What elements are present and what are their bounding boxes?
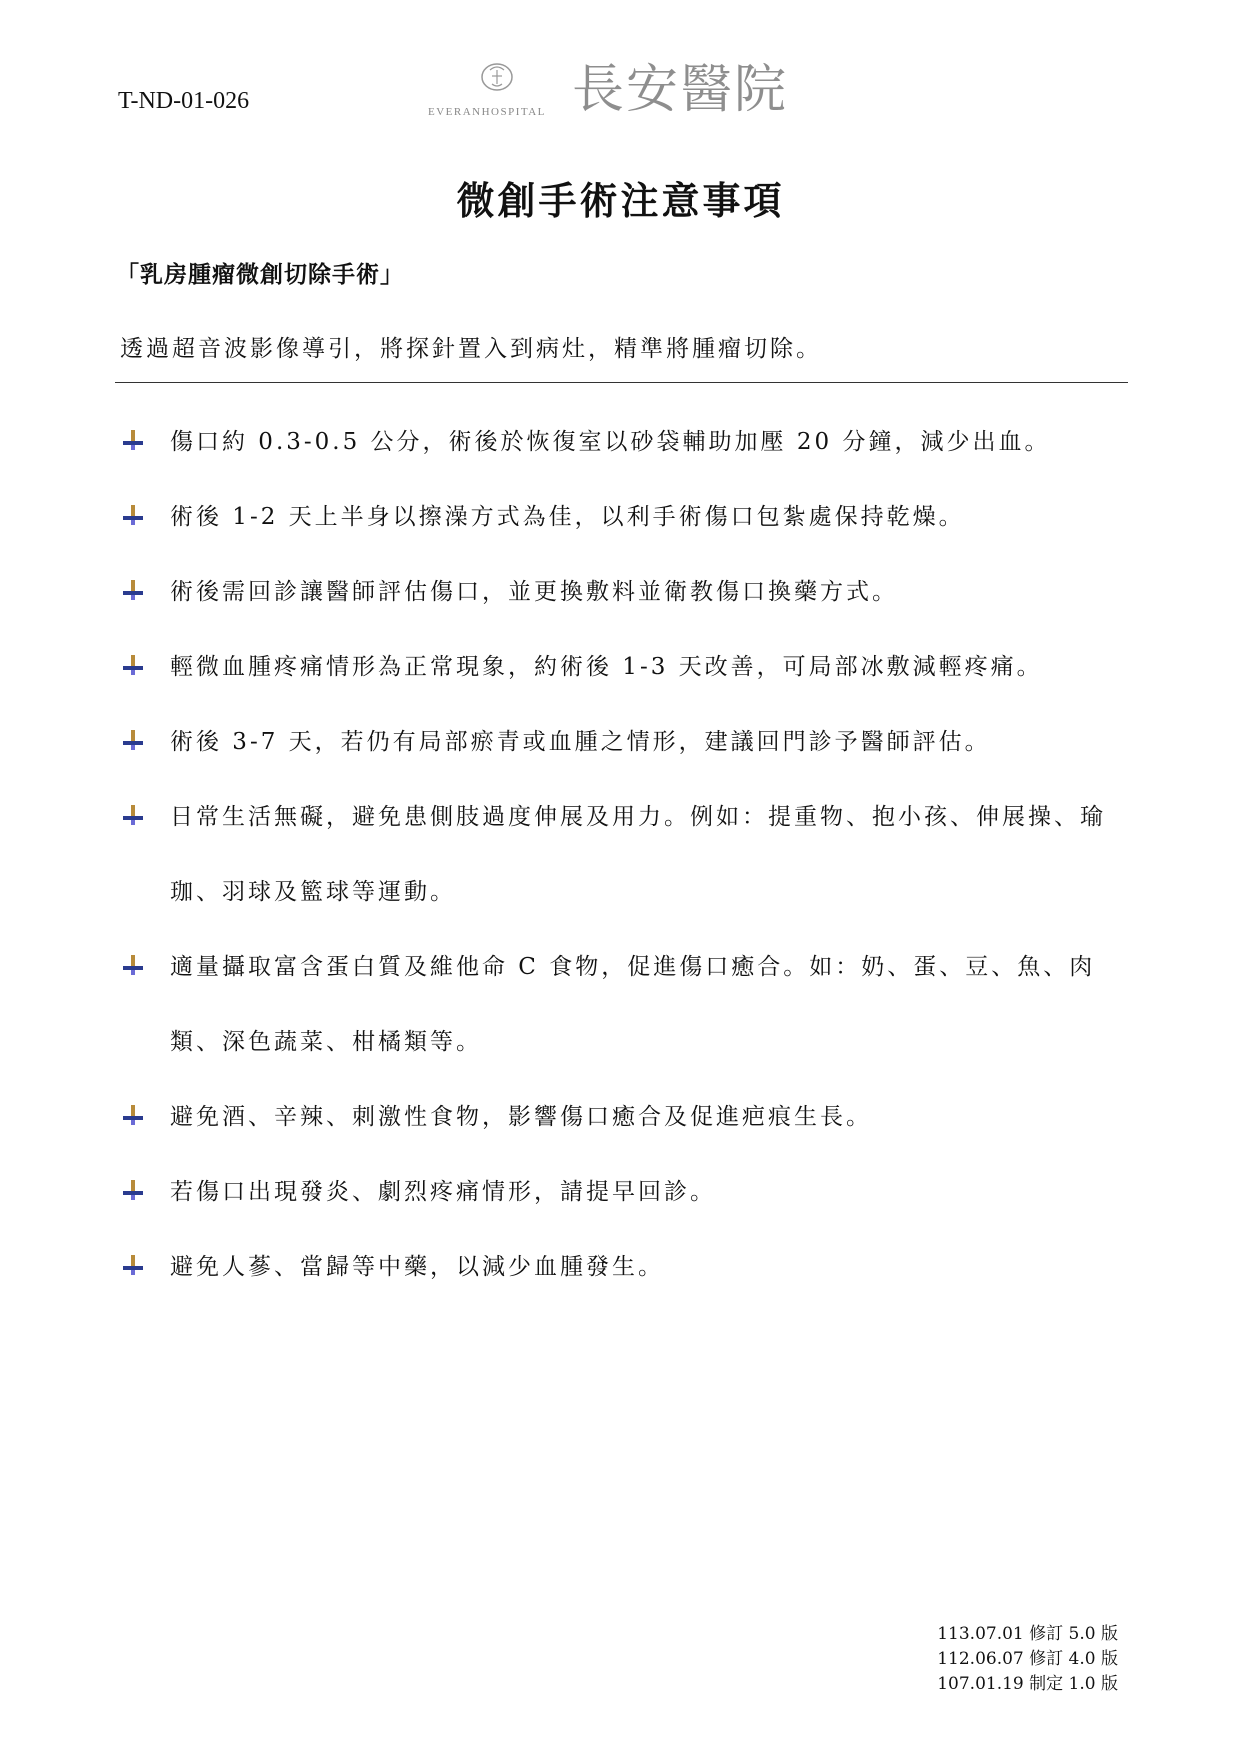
revision-entry: 107.01.19 制定 1.0 版 (937, 1674, 1118, 1694)
hospital-emblem-icon (480, 62, 514, 92)
list-item-text: 術後 1-2 天上半身以擦澡方式為佳，以利手術傷口包紮處保持乾燥。 (170, 504, 965, 530)
document-code: T-ND-01-026 (118, 88, 250, 114)
cross-bullet-icon (122, 429, 144, 451)
revision-entry: 112.06.07 修訂 4.0 版 (937, 1649, 1118, 1669)
cross-bullet-icon (122, 504, 144, 526)
list-item (118, 930, 1128, 1080)
list-item (118, 1080, 1128, 1155)
section-divider (115, 382, 1128, 383)
list-item-text: 術後需回診讓醫師評估傷口，並更換敷料並衛教傷口換藥方式。 (170, 579, 898, 605)
list-item-text: 避免酒、辛辣、刺激性食物，影響傷口癒合及促進疤痕生長。 (170, 1104, 872, 1130)
logo-latin-text: EVERANHOSPITAL (428, 106, 546, 118)
list-item (118, 780, 1128, 930)
list-item (118, 1230, 1128, 1305)
list-item-text: 術後 3-7 天，若仍有局部瘀青或血腫之情形，建議回門診予醫師評估。 (170, 729, 991, 755)
list-item-text: 若傷口出現發炎、劇烈疼痛情形，請提早回診。 (170, 1179, 716, 1205)
cross-bullet-icon (122, 1254, 144, 1276)
revision-history (937, 1622, 1118, 1697)
procedure-subtitle: 「乳房腫瘤微創切除手術」 (116, 262, 404, 288)
cross-bullet-icon (122, 729, 144, 751)
procedure-intro: 透過超音波影像導引，將探針置入到病灶，精準將腫瘤切除。 (120, 336, 822, 362)
list-item-text: 適量攝取富含蛋白質及維他命 C 食物，促進傷口癒合。如：奶、蛋、豆、魚、肉類、深色蔬菜、柑橘類等。 (170, 954, 1096, 1055)
hospital-logo (428, 56, 828, 126)
list-item (118, 405, 1128, 480)
cross-bullet-icon (122, 1179, 144, 1201)
revision-entry: 113.07.01 修訂 5.0 版 (937, 1624, 1118, 1644)
page-title: 微創手術注意事項 (456, 179, 785, 223)
list-item (118, 705, 1128, 780)
cross-bullet-icon (122, 1104, 144, 1126)
list-item (118, 480, 1128, 555)
list-item (118, 555, 1128, 630)
list-item (118, 1155, 1128, 1230)
list-item-text: 輕微血腫疼痛情形為正常現象，約術後 1-3 天改善，可局部冰敷減輕疼痛。 (170, 654, 1043, 680)
list-item-text: 避免人蔘、當歸等中藥，以減少血腫發生。 (170, 1254, 664, 1280)
list-item (118, 630, 1128, 705)
care-instructions-list (118, 405, 1128, 1305)
list-item-text: 傷口約 0.3-0.5 公分，術後於恢復室以砂袋輔助加壓 20 分鐘，減少出血。 (170, 429, 1051, 455)
cross-bullet-icon (122, 579, 144, 601)
cross-bullet-icon (122, 654, 144, 676)
cross-bullet-icon (122, 804, 144, 826)
logo-hospital-name: 長安醫院 (572, 60, 789, 120)
cross-bullet-icon (122, 954, 144, 976)
list-item-text: 日常生活無礙，避免患側肢過度伸展及用力。例如：提重物、抱小孩、伸展操、瑜珈、羽球及籃球等運動。 (170, 804, 1106, 905)
